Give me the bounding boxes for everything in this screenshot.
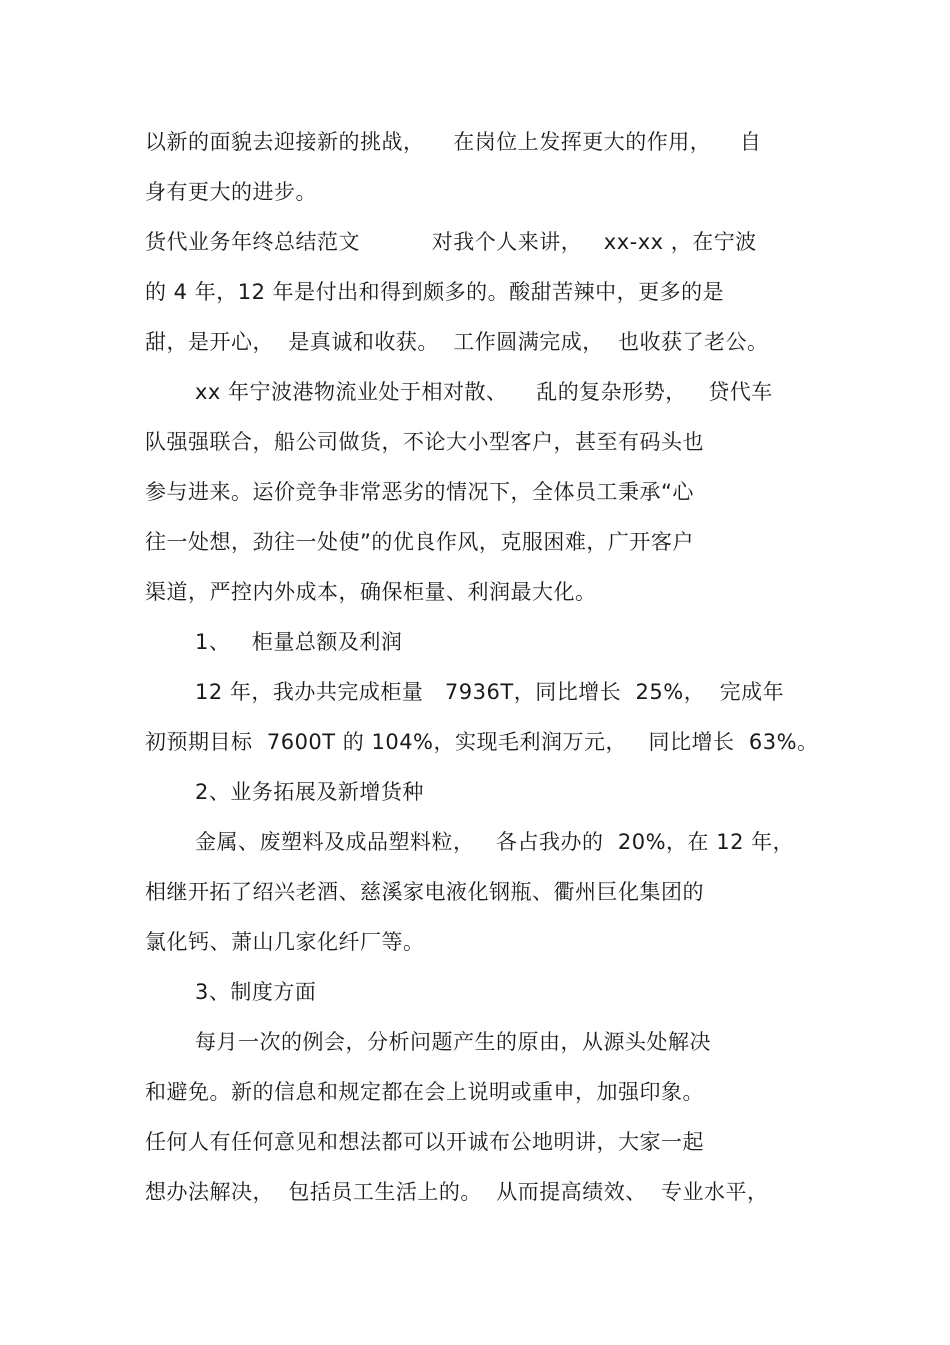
paragraph-line: 每月一次的例会，分析问题产生的原由，从源头处解决 [195, 1030, 711, 1054]
paragraph-line: xx 年宁波港物流业处于相对散、 乱的复杂形势， 贷代车 [195, 380, 773, 404]
paragraph-line: 甜，是开心， 是真诚和收获。 工作圆满完成， 也收获了老公。 [145, 330, 769, 354]
paragraph-line: 氯化钙、萧山几家化纤厂等。 [145, 930, 425, 954]
paragraph-line: 想办法解决， 包括员工生活上的。 从而提高绩效、 专业水平， [145, 1180, 769, 1204]
paragraph-line: 队强强联合，船公司做货，不论大小型客户，甚至有码头也 [145, 430, 704, 454]
paragraph-line: 任何人有任何意见和想法都可以开诚布公地明讲，大家一起 [145, 1130, 704, 1154]
paragraph-line: 往一处想，劲往一处使”的优良作风，克服困难，广开客户 [145, 530, 694, 554]
paragraph-line: 和避免。新的信息和规定都在会上说明或重申，加强印象。 [145, 1080, 704, 1104]
paragraph-line: 初预期目标 7600T 的 104%，实现毛利润万元， 同比增长 63%。 [145, 730, 819, 754]
section-heading: 3、制度方面 [195, 980, 317, 1004]
paragraph-line: 金属、废塑料及成品塑料粒， 各占我办的 20%，在 12 年， [195, 830, 795, 854]
section-heading: 1、 柜量总额及利润 [195, 630, 403, 654]
paragraph-line: 相继开拓了绍兴老酒、慈溪家电液化钢瓶、衢州巨化集团的 [145, 880, 704, 904]
section-heading: 2、业务拓展及新增货种 [195, 780, 424, 804]
paragraph-line: 货代业务年终总结范文 对我个人来讲， xx-xx ，在宁波 [145, 230, 757, 254]
paragraph-line: 渠道，严控内外成本，确保柜量、利润最大化。 [145, 580, 597, 604]
paragraph-line: 的 4 年，12 年是付出和得到颇多的。酸甜苦辣中，更多的是 [145, 280, 725, 304]
paragraph-line: 以新的面貌去迎接新的挑战， 在岗位上发挥更大的作用， 自 [145, 130, 762, 154]
paragraph-line: 参与进来。运价竞争非常恶劣的情况下，全体员工秉承“心 [145, 480, 694, 504]
paragraph-line: 身有更大的进步。 [145, 180, 317, 204]
paragraph-line: 12 年，我办共完成柜量 7936T，同比增长 25%， 完成年 [195, 680, 785, 704]
